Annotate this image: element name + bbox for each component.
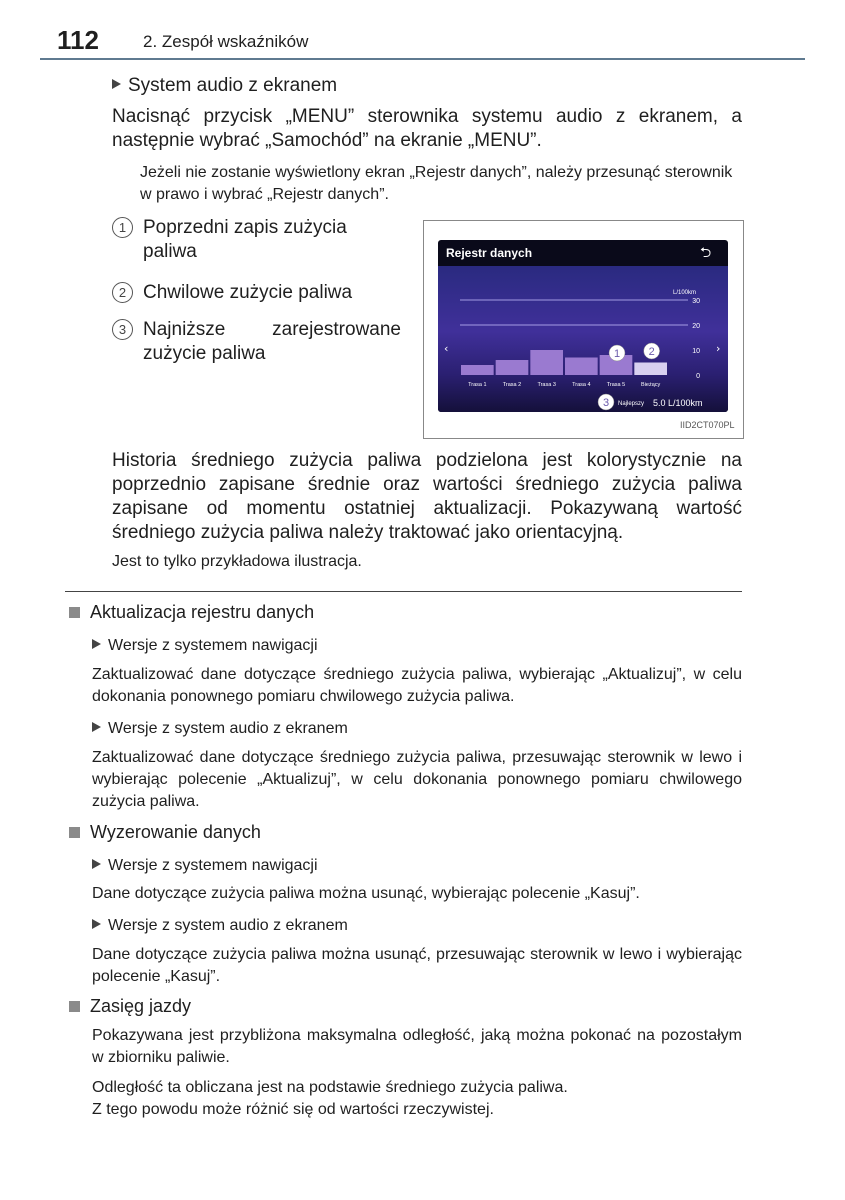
back-arrow-icon: ⮌ <box>700 244 712 260</box>
update-nav-label <box>92 635 318 657</box>
header-divider <box>40 58 805 60</box>
number-2-icon: 2 <box>112 282 133 303</box>
range-text-2a: Odległość ta obliczana jest na podstawie średniego zużycia paliwa. <box>92 1079 568 1096</box>
bar <box>634 363 667 376</box>
figure-code: IID2CT070PL <box>680 420 735 430</box>
display-screen <box>438 240 728 412</box>
callout-2-number: 2 <box>648 346 655 358</box>
number-1-icon: 1 <box>112 217 133 238</box>
update-audio-text: Zaktualizować dane dotyczące średniego zużycia paliwa, przesuwając sterownik w lewo i wybierając polecenie „Aktualizuj”, w celu dokonania ponownego pomiaru chwilowego zużycia paliwa. <box>92 749 742 810</box>
fuel-chart <box>438 240 728 412</box>
triangle-bullet-icon <box>92 859 101 869</box>
range-text-2b: Z tego powodu może różnić się od wartości rzeczywistej. <box>92 1101 494 1118</box>
y-tick-label: 10 <box>692 348 700 355</box>
x-tick-label: Trasa 4 <box>572 382 591 388</box>
reset-nav-label-text: Wersje z systemem nawigacji <box>108 857 318 874</box>
range-heading <box>69 996 191 1017</box>
reset-audio-text: Dane dotyczące zużycia paliwa można usunąć, przesuwając sterownik w lewo i wybierając polecenie „Kasuj”. <box>92 946 742 985</box>
number-3-icon: 3 <box>112 319 133 340</box>
y-tick-label: 30 <box>692 298 700 305</box>
x-tick-label: Trasa 2 <box>502 382 522 388</box>
triangle-bullet-icon <box>92 722 101 732</box>
audio-subheading-label: System audio z ekranem <box>128 75 338 96</box>
y-tick-label: 20 <box>692 323 700 330</box>
best-label: Najlepszy <box>618 401 645 407</box>
reset-heading-label: Wyzerowanie danych <box>90 822 261 842</box>
best-value: 5.0 L/100km <box>653 398 703 408</box>
update-audio-label <box>92 718 348 740</box>
section-title: 2. Zespół wskaźników <box>143 32 309 51</box>
x-tick-label: Trasa 1 <box>468 382 487 388</box>
callout-1-number: 1 <box>613 348 621 360</box>
bar <box>565 358 598 376</box>
update-heading <box>69 602 314 623</box>
legend-label-3: Najniższe zarejestrowane zużycie paliwa <box>143 319 401 364</box>
square-bullet-icon <box>69 1001 80 1012</box>
reset-audio-label <box>92 915 348 937</box>
range-heading-label: Zasięg jazdy <box>90 996 192 1016</box>
reset-audio-label-text: Wersje z system audio z ekranem <box>108 917 348 934</box>
bar <box>496 360 529 375</box>
reset-nav-label <box>92 855 318 877</box>
triangle-bullet-icon <box>92 639 101 649</box>
x-tick-label: Trasa 3 <box>537 382 556 388</box>
page-number: 112 <box>57 25 99 55</box>
y-unit-label: L/100km <box>672 290 696 296</box>
intro-note: Jeżeli nie zostanie wyświetlony ekran „Rejestr danych”, należy przesunąć sterownik w prawo i wybrać „Rejestr danych”. <box>140 164 733 203</box>
bar <box>461 365 494 375</box>
range-text-1: Pokazywana jest przybliżona maksymalna odległość, jaką można pokonać na pozostałym w zbiorniku paliwie. <box>92 1027 742 1066</box>
triangle-bullet-icon <box>92 919 101 929</box>
legend-item-1 <box>112 216 407 264</box>
update-nav-label-text: Wersje z systemem nawigacji <box>108 637 318 654</box>
legend-item-2 <box>112 281 407 305</box>
left-arrow-icon: ‹ <box>444 342 449 355</box>
update-heading-label: Aktualizacja rejestru danych <box>90 602 315 622</box>
triangle-bullet-icon <box>112 79 121 89</box>
history-paragraph: Historia średniego zużycia paliwa podzielona jest kolorystycznie na poprzednio zapisane średnie oraz wartości średniego zużycia paliwa zapisane od momentu ostatniej aktualizacji. Pokazywaną wartość średniego zużycia paliwa należy traktować jako orientacyjną. <box>112 450 742 543</box>
bar <box>530 350 563 375</box>
update-audio-label-text: Wersje z system audio z ekranem <box>108 720 348 737</box>
callout-3-number: 3 <box>602 397 610 409</box>
legend-label-2: Chwilowe zużycie paliwa <box>143 282 353 303</box>
legend-item-3 <box>112 318 407 366</box>
audio-subheading <box>112 74 337 98</box>
screen-title: Rejestr danych <box>446 246 533 260</box>
illustration-note: Jest to tylko przykładowa ilustracja. <box>112 553 362 570</box>
x-tick-label: Trasa 5 <box>606 382 626 388</box>
square-bullet-icon <box>69 827 80 838</box>
x-tick-label: Bieżący <box>641 382 661 388</box>
reset-heading <box>69 822 261 843</box>
y-tick-label: 0 <box>696 373 700 380</box>
legend-label-1: Poprzedni zapis zużycia paliwa <box>143 217 347 262</box>
square-bullet-icon <box>69 607 80 618</box>
reset-nav-text: Dane dotyczące zużycia paliwa można usunąć, wybierając polecenie „Kasuj”. <box>92 885 640 902</box>
right-arrow-icon: › <box>716 342 721 355</box>
intro-paragraph: Nacisnąć przycisk „MENU” sterownika systemu audio z ekranem, a następnie wybrać „Samochód” na ekranie „MENU”. <box>112 106 742 151</box>
update-nav-text: Zaktualizować dane dotyczące średniego zużycia paliwa, wybierając „Aktualizuj”, w celu dokonania ponownego pomiaru chwilowego zużycia paliwa. <box>92 666 742 705</box>
section-separator <box>65 591 742 592</box>
